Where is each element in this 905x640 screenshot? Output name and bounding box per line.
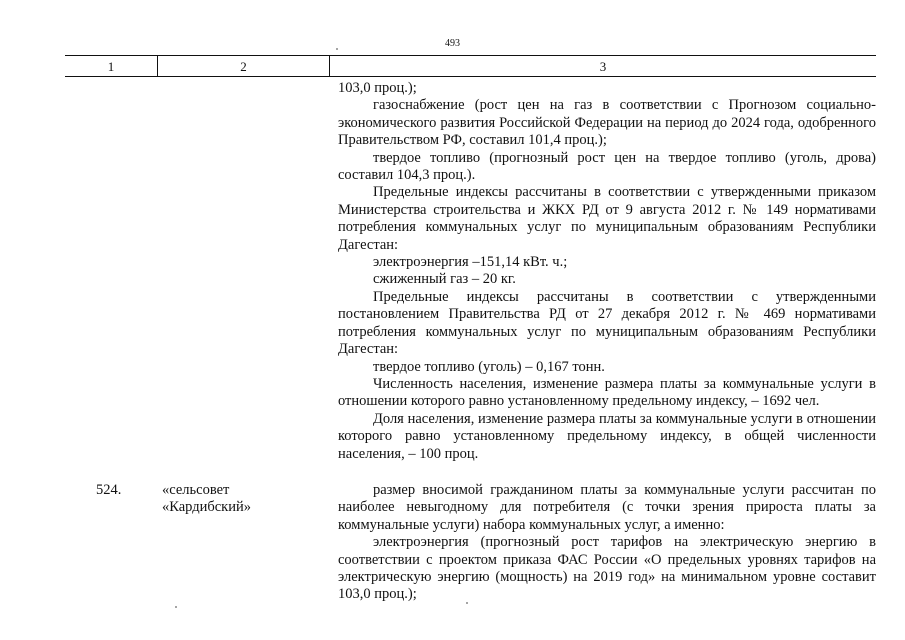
- row-number: 524.: [96, 482, 122, 498]
- row-name-line-1: «сельсовет: [162, 482, 230, 498]
- page-number: 493: [445, 38, 460, 49]
- row-municipality-name: [162, 482, 322, 517]
- header-top-rule: [65, 55, 876, 56]
- paragraph: Предельные индексы рассчитаны в соответствии с утвержденными приказом Министерства строительства и ЖКХ РД от 9 августа 2012 г. № 149 нормативами потребления коммунальных услуг по муниципальным образованиям Республики Дагестан:: [338, 184, 876, 253]
- scan-speck: [175, 606, 177, 608]
- scan-speck: [466, 602, 468, 604]
- paragraph: электроэнергия –151,14 кВт. ч.;: [373, 254, 568, 271]
- paragraph: электроэнергия (прогнозный рост тарифов на электрическую энергию в соответствии с проектом приказа ФАС России «О предельных уровнях тарифов на электрическую энергию (мощность) на 2019 год» на минимальном уровне составит 103,0 проц.);: [338, 534, 876, 603]
- paragraph: 103,0 проц.);: [338, 80, 417, 96]
- paragraph: Предельные индексы рассчитаны в соответствии с утвержденными постановлением Правительства РД от 27 декабря 2012 г. № 469 нормативами потребления коммунальных услуг по муниципальным образованиям Республики Дагестан:: [338, 288, 876, 358]
- paragraph: размер вносимой гражданином платы за коммунальные услуги рассчитан по наиболее невыгодному для потребителя (с точки зрения прироста платы за коммунальные услуги) набора коммунальных услуг, а именно:: [338, 482, 876, 533]
- paragraph: сжиженный газ – 20 кг.: [373, 271, 516, 288]
- paragraph: Численность населения, изменение размера платы за коммунальные услуги в отношении которого равно установленному предельному индексу, – 1692 чел.: [338, 375, 876, 410]
- header-col-1: 1: [107, 59, 115, 74]
- continued-row-text: [338, 80, 876, 463]
- paragraph: твердое топливо (прогнозный рост цен на твердое топливо (уголь, дрова) составил 104,3 проц.).: [338, 149, 876, 184]
- header-col-2: 2: [240, 59, 247, 74]
- row-524-text: [338, 482, 876, 604]
- paragraph: газоснабжение (рост цен на газ в соответствии с Прогнозом социально-экономического развития Российской Федерации на период до 2024 года, одобренного Правительством РФ, составил 101,4 проц.);: [338, 97, 876, 149]
- scan-speck: [336, 48, 338, 50]
- header-col-3: 3: [599, 59, 607, 74]
- row-name-line-2: «Кардибский»: [162, 499, 251, 516]
- paragraph: твердое топливо (уголь) – 0,167 тонн.: [373, 358, 605, 375]
- paragraph: Доля населения, изменение размера платы за коммунальные услуги в отношении которого равно установленному предельному индексу, в общей численности населения, – 100 проц.: [338, 410, 876, 462]
- header-bottom-rule: [65, 76, 876, 77]
